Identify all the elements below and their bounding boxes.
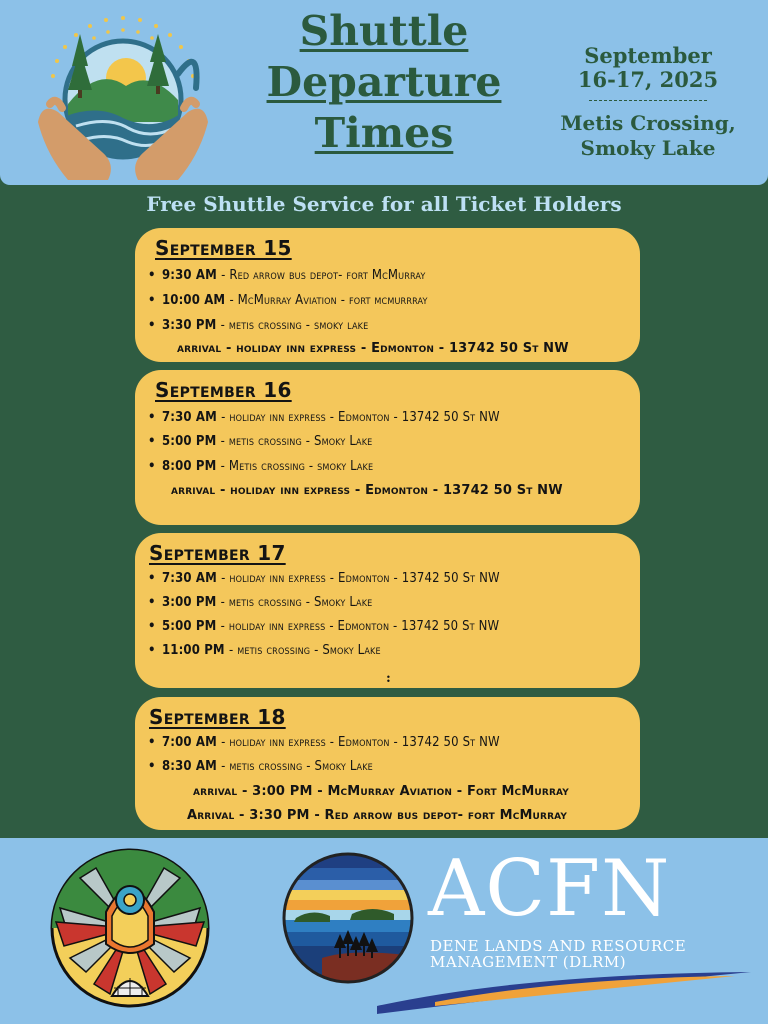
departure-time: 5:00 PM — [162, 619, 217, 634]
venue-line: Metis Crossing, — [560, 111, 736, 135]
departure-location: - metis crossing - Smoky Lake — [228, 643, 381, 658]
departure-location: - metis crossing - Smoky Lake — [220, 595, 373, 610]
departure-location: - McMurray Aviation - fort mcmurrray — [229, 293, 428, 308]
departure-time: 5:00 PM — [162, 434, 217, 449]
departure-time: 7:30 AM — [162, 410, 217, 425]
organization-subtitle-line: DENE LANDS AND RESOURCE — [430, 937, 687, 955]
schedule-row: • 11:00 PM - metis crossing - Smoky Lake — [148, 643, 381, 658]
schedule-row: • 8:00 PM - Metis crossing - smoky Lake — [148, 459, 374, 474]
schedule-row: • 3:30 PM - metis crossing - smoky lake — [148, 318, 369, 333]
event-date-line: 16-17, 2025 — [577, 67, 719, 92]
departure-location: - holiday inn express - Edmonton - 13742 50 St NW — [221, 571, 500, 586]
day-title: September 17 — [149, 541, 286, 565]
departure-time: 3:30 PM — [162, 318, 217, 333]
departure-location: - Metis crossing - smoky Lake — [220, 459, 374, 474]
organization-subtitle-line: MANAGEMENT (DLRM) — [430, 953, 627, 971]
swoosh-decoration-icon — [375, 966, 755, 1016]
day-title: September 15 — [155, 236, 292, 260]
departure-location: - holiday inn express - Edmonton - 13742 50 St NW — [221, 735, 500, 750]
acfn-landscape-icon — [282, 852, 414, 984]
departure-time: 7:00 AM — [162, 735, 217, 750]
page-title — [252, 6, 516, 159]
event-date-line: September — [584, 43, 712, 68]
day-card-sept-15 — [135, 228, 640, 362]
schedule-row: • 9:30 AM - Red arrow bus depot- fort McMurray — [148, 268, 426, 283]
schedule-row: • 5:00 PM - holiday inn express - Edmonton - 13742 50 St NW — [148, 619, 500, 634]
departure-time: 9:30 AM — [162, 268, 217, 283]
schedule-row: • 3:00 PM - metis crossing - Smoky Lake — [148, 595, 373, 610]
day-title: September 16 — [155, 378, 292, 402]
schedule-row: • 8:30 AM - metis crossing - Smoky Lake — [148, 759, 373, 774]
arrival-line: arrival - holiday inn express - Edmonton - 13742 50 St NW — [177, 341, 569, 356]
departure-time: 7:30 AM — [162, 571, 217, 586]
departure-location: - metis crossing - smoky lake — [220, 318, 369, 333]
departure-location: - Red arrow bus depot- fort McMurray — [221, 268, 426, 283]
departure-time: 8:00 PM — [162, 459, 217, 474]
organization-name: ACFN — [428, 844, 671, 934]
schedule-row: • 10:00 AM - McMurray Aviation - fort mcmurrray — [148, 293, 428, 308]
schedule-row: • 7:30 AM - holiday inn express - Edmonton - 13742 50 St NW — [148, 410, 500, 425]
arrival-line: Arrival - 3:30 PM - Red arrow bus depot- fort McMurray — [187, 808, 568, 823]
schedule-row: • 5:00 PM - metis crossing - Smoky Lake — [148, 434, 373, 449]
departure-location: - holiday inn express - Edmonton - 13742 50 St NW — [220, 619, 500, 634]
departure-location: - holiday inn express - Edmonton - 13742 50 St NW — [221, 410, 500, 425]
title-line: Departure — [266, 58, 502, 106]
first-nation-seal-icon — [50, 848, 210, 1008]
schedule-row: • 7:30 AM - holiday inn express - Edmonton - 13742 50 St NW — [148, 571, 500, 586]
departure-location: - metis crossing - Smoky Lake — [220, 434, 373, 449]
subtitle: Free Shuttle Service for all Ticket Holders — [146, 192, 622, 216]
departure-time: 8:30 AM — [162, 759, 217, 774]
schedule-row: • 7:00 AM - holiday inn express - Edmonton - 13742 50 St NW — [148, 735, 500, 750]
day-title: September 18 — [149, 705, 286, 729]
arrival-line: arrival - 3:00 PM - McMurray Aviation - Fort McMurray — [193, 784, 569, 799]
day-card-sept-16 — [135, 370, 640, 525]
title-line: Shuttle — [299, 7, 469, 55]
event-date-venue — [548, 44, 748, 161]
day-card-sept-18 — [135, 697, 640, 830]
date-divider — [589, 100, 707, 101]
departure-time: 11:00 PM — [162, 643, 225, 658]
arrival-line: arrival - holiday inn express - Edmonton - 13742 50 St NW — [171, 483, 563, 498]
venue-line: Smoky Lake — [580, 136, 716, 160]
day-card-sept-17 — [135, 533, 640, 688]
separator-colon: : — [386, 671, 391, 686]
departure-location: - metis crossing - Smoky Lake — [221, 759, 373, 774]
departure-time: 3:00 PM — [162, 595, 217, 610]
event-logo — [28, 4, 218, 184]
title-line: Times — [314, 109, 454, 157]
departure-time: 10:00 AM — [162, 293, 226, 308]
